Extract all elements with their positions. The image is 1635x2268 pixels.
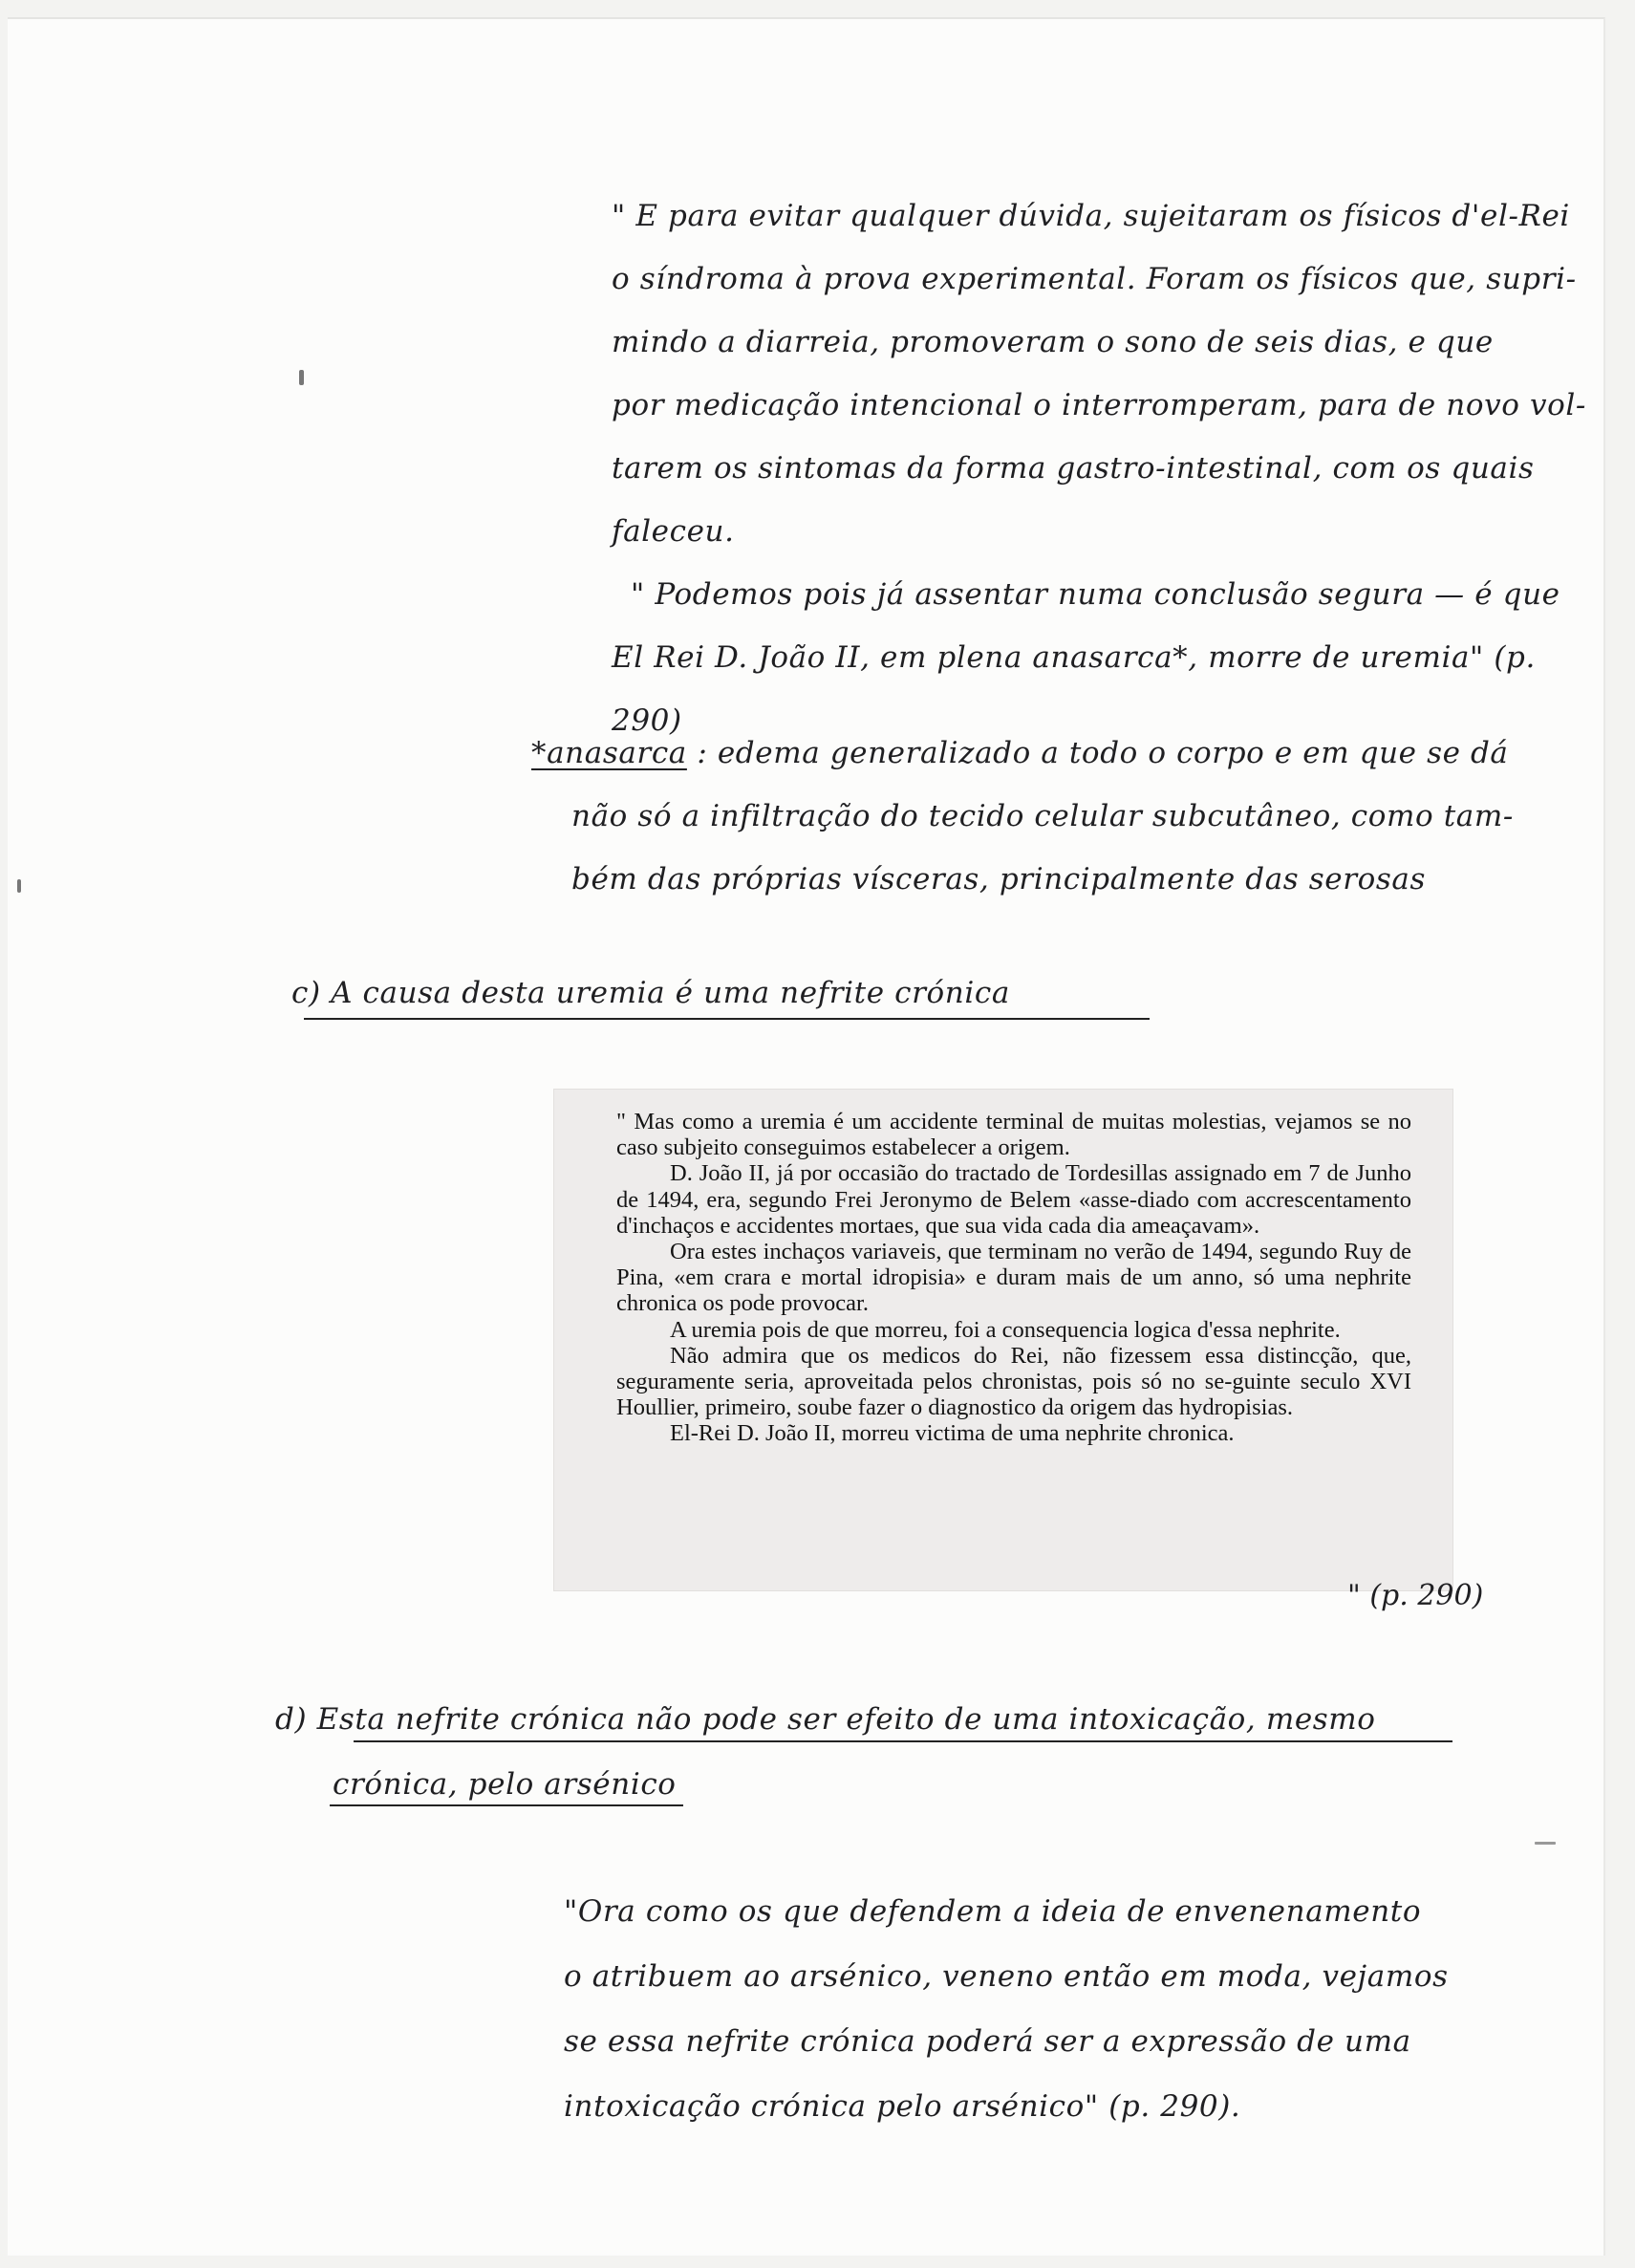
footnote-term: *anasarca	[531, 736, 687, 770]
section-heading-text: d) Esta nefrite crónica não pode ser efeito de uma intoxicação, mesmo	[275, 1702, 1376, 1737]
quote-line: o atribuem ao arsénico, veneno então em moda, vejamos	[564, 1959, 1449, 1994]
heading-underline	[354, 1740, 1452, 1742]
quote-line: mindo a diarreia, promoveram o sono de seis dias, e que	[612, 325, 1494, 359]
section-d-heading	[275, 1687, 1376, 1817]
heading-underline	[330, 1804, 683, 1806]
section-c-heading	[291, 961, 1010, 1026]
quote-line: o síndroma à prova experimental. Foram os físicos que, supri-	[612, 262, 1577, 296]
quote-line: faleceu.	[612, 514, 735, 549]
quote-line: por medicação intencional o interromperam, para de novo vol-	[612, 388, 1586, 422]
clipping-paragraph: A uremia pois de que morreu, foi a consequencia logica d'essa nephrite.	[670, 1316, 1341, 1343]
handwritten-quote-2	[564, 1879, 1449, 2139]
footnote-text: : edema generalizado a todo o corpo e em que se dá	[697, 736, 1509, 770]
quote-line: " Podemos pois já assentar numa conclusão segura — é que	[631, 577, 1560, 612]
heading-underline	[304, 1018, 1150, 1020]
clipping-paragraph: Não admira que os medicos do Rei, não fizessem essa distincção, que, seguramente seria, aproveitada pelos chronistas, pois só no se-guinte seculo XVI Houllier, primeiro, soube fazer o diagnostico da origem das hydropisias.	[616, 1342, 1411, 1421]
quote-line: 290)	[612, 703, 682, 738]
quote-line: El Rei D. João II, em plena anasarca*, morre de uremia" (p.	[612, 640, 1536, 675]
quote-line: se essa nefrite crónica poderá ser a expressão de uma	[564, 2024, 1411, 2059]
quote-line: " E para evitar qualquer dúvida, sujeitaram os físicos d'el-Rei	[612, 199, 1570, 233]
quote-line: tarem os sintomas da forma gastro-intestinal, com os quais	[612, 451, 1535, 486]
clipping-paragraph: " Mas como a uremia é um accidente terminal de muitas molestias, vejamos se no caso subjeito conseguimos estabelecer a origem.	[616, 1109, 1411, 1161]
section-heading-text: c) A causa desta uremia é uma nefrite crónica	[291, 976, 1010, 1010]
newspaper-clipping	[554, 1090, 1452, 1590]
scan-speck	[17, 879, 21, 893]
handwritten-citation: " (p. 290)	[1347, 1579, 1484, 1612]
clipping-text	[616, 1109, 1411, 1447]
scan-speck	[299, 370, 304, 385]
footnote-anasarca	[531, 722, 1514, 911]
clipping-paragraph: Ora estes inchaços variaveis, que terminam no verão de 1494, segundo Ruy de Pina, «em crara e mortal idropisia» e duram mais de um anno, só uma nephrite chronica os pode provocar.	[616, 1239, 1411, 1317]
footnote-text: bém das próprias vísceras, principalmente das serosas	[571, 862, 1426, 896]
section-heading-text: crónica, pelo arsénico	[333, 1767, 677, 1802]
clipping-paragraph: El-Rei D. João II, morreu victima de uma nephrite chronica.	[670, 1420, 1235, 1447]
quote-line: "Ora como os que defendem a ideia de envenenamento	[564, 1894, 1422, 1929]
handwritten-quote-1	[612, 184, 1586, 752]
clipping-paragraph: D. João II, já por occasião do tractado de Tordesillas assignado em 7 de Junho de 1494, era, segundo Frei Jeronymo de Belem «asse-diado com accrescentamento d'inchaços e accidentes mortaes, que sua vida cada dia ameaçavam».	[616, 1160, 1411, 1239]
quote-line: intoxicação crónica pelo arsénico" (p. 290).	[564, 2089, 1241, 2124]
scan-speck	[1535, 1842, 1556, 1845]
footnote-text: não só a infiltração do tecido celular subcutâneo, como tam-	[571, 799, 1514, 833]
